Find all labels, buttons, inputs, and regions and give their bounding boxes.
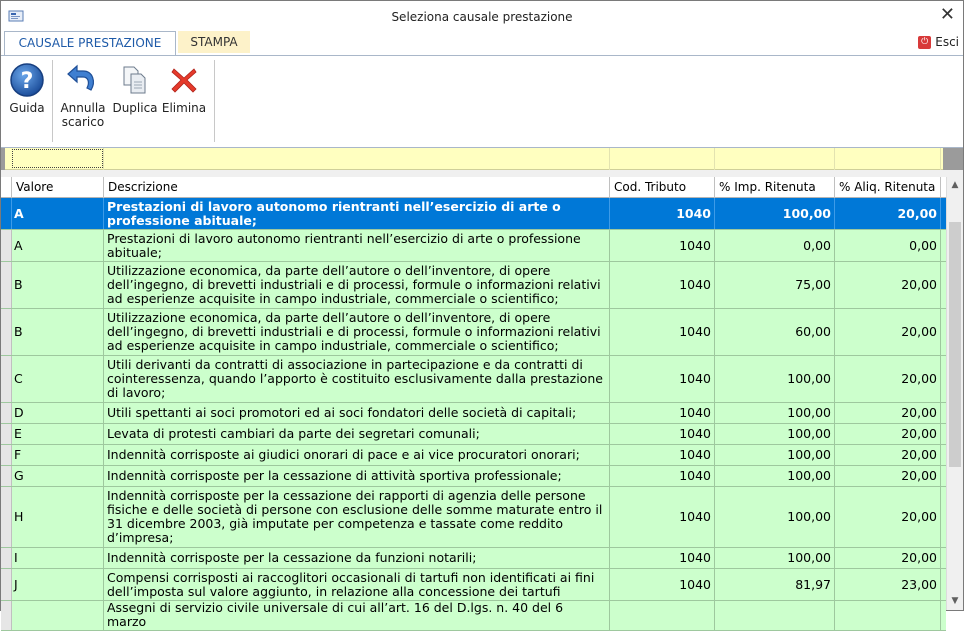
row-header[interactable] [1,487,12,547]
cell-valore[interactable] [12,466,104,486]
cell-aliq-ritenuta-text: 20,00 [901,468,937,483]
esci-label: Esci [935,35,959,49]
grid-header [1,177,946,198]
cell-aliq-ritenuta-text: 0,00 [909,237,937,253]
cell-imp-ritenuta[interactable] [715,601,835,630]
cell-valore[interactable] [12,424,104,444]
cell-cod-tributo[interactable] [610,198,715,229]
filter-row-edge [943,148,963,170]
cell-imp-ritenuta-text: 81,97 [795,576,831,592]
row-header[interactable] [1,403,12,423]
table-row[interactable] [1,487,946,548]
cell-cod-tributo-text: 1040 [679,550,711,565]
cell-cod-tributo-text: 1040 [679,371,711,386]
column-header-cod-tributo[interactable]: Cod. Tributo [610,177,715,198]
cell-aliq-ritenuta-text: 20,00 [901,550,937,565]
cell-descrizione[interactable] [104,262,610,308]
cell-valore-text: J [14,576,18,592]
cell-aliq-ritenuta[interactable] [835,466,941,486]
cell-descrizione[interactable] [104,601,610,630]
cell-descrizione-text: Compensi corrisposti ai raccoglitori occasionali di tartufi non identificati ai fini dell’imposta sul valore aggiunto, in relazione alla concessione dei tartufi [107,569,595,599]
cell-imp-ritenuta[interactable] [715,445,835,465]
cell-aliq-ritenuta[interactable] [835,548,941,568]
exit-icon: ⏻ [918,36,931,49]
cell-aliq-ritenuta[interactable] [835,601,941,630]
cell-valore-text: C [14,371,23,386]
cell-aliq-ritenuta-text: 20,00 [901,426,937,441]
cell-descrizione-text: Indennità corrisposte per la cessazione dei rapporti di agenzia delle persone fisiche e delle società di persone con esclusione delle somme maturate entro il 31 dicembre 2003, già imputate per competenza e tassate come reddito d’impresa; [107,488,603,545]
elimina-label: Elimina [161,101,207,115]
cell-descrizione-text: Indennità corrisposte ai giudici onorari di pace e ai vice procuratori onorari; [107,447,580,462]
table-row[interactable] [1,230,946,262]
filter-imp-ritenuta[interactable] [715,148,835,170]
table-row[interactable] [1,198,946,230]
cell-aliq-ritenuta-text: 20,00 [901,405,937,420]
svg-text:?: ? [20,69,34,94]
cell-descrizione-text: Prestazioni di lavoro autonomo rientranti nell’esercizio di arte o professione abituale; [107,198,561,228]
cell-cod-tributo[interactable] [610,230,715,261]
row-header[interactable] [1,309,12,355]
duplica-button[interactable] [111,62,159,115]
ribbon-tabs [1,31,963,55]
guida-label: Guida [9,101,45,115]
cell-valore-text: E [14,426,22,441]
annulla-label-1: Annulla [60,101,106,115]
cell-valore-text: A [14,205,24,221]
row-header[interactable] [1,548,12,568]
window-title: Seleziona causale prestazione [391,10,573,24]
cell-cod-tributo-text: 1040 [679,405,711,420]
cell-cod-tributo[interactable] [610,601,715,630]
cell-descrizione[interactable] [104,230,610,261]
filter-row [1,148,963,170]
cell-aliq-ritenuta-text: 20,00 [901,277,937,292]
cell-cod-tributo-text: 1040 [679,509,711,524]
cell-imp-ritenuta[interactable] [715,466,835,486]
cell-cod-tributo[interactable] [610,548,715,568]
cell-cod-tributo[interactable] [610,309,715,355]
annulla-scarico-button[interactable] [57,62,109,129]
cell-cod-tributo-text: 1040 [679,447,711,462]
cell-aliq-ritenuta-text: 20,00 [901,447,937,462]
cell-descrizione-text: Utili derivanti da contratti di associazione in partecipazione e da contratti di cointeressenza, quando l’apporto è costituito esclusivamente dalla prestazione di lavoro; [107,357,603,400]
ribbon-separator [214,60,215,142]
scroll-up-icon[interactable]: ▲ [951,180,959,190]
row-header[interactable] [1,466,12,486]
cell-imp-ritenuta-text: 75,00 [795,277,831,292]
cell-aliq-ritenuta[interactable] [835,230,941,261]
grid-spacer [1,170,963,177]
cell-descrizione[interactable] [104,569,610,600]
cell-valore[interactable] [12,569,104,600]
cell-valore[interactable] [12,356,104,402]
delete-icon [166,62,202,98]
row-header[interactable] [1,424,12,444]
cell-cod-tributo-text: 1040 [679,277,711,292]
cell-cod-tributo[interactable] [610,569,715,600]
cell-valore[interactable] [12,262,104,308]
row-header[interactable] [1,569,12,600]
tab-stampa[interactable]: STAMPA [190,35,238,49]
table-row[interactable] [1,445,946,466]
row-header[interactable] [1,198,12,229]
cell-aliq-ritenuta-text: 20,00 [897,205,937,221]
tab-causale-prestazione[interactable]: CAUSALE PRESTAZIONE [4,31,176,55]
cell-aliq-ritenuta[interactable] [835,487,941,547]
column-header-descrizione[interactable]: Descrizione [104,177,610,198]
cell-imp-ritenuta-text: 100,00 [787,371,831,386]
cell-aliq-ritenuta[interactable] [835,356,941,402]
cell-cod-tributo[interactable] [610,356,715,402]
cell-imp-ritenuta[interactable] [715,569,835,600]
cell-valore[interactable] [12,309,104,355]
help-icon [9,62,45,98]
cell-cod-tributo-text: 1040 [679,468,711,483]
table-row[interactable] [1,569,946,601]
cell-aliq-ritenuta[interactable] [835,309,941,355]
cell-valore-text: B [14,324,23,339]
cell-aliq-ritenuta-text: 20,00 [901,324,937,339]
cell-cod-tributo[interactable] [610,262,715,308]
cell-imp-ritenuta-text: 0,00 [803,237,831,253]
row-header[interactable] [1,356,12,402]
cell-descrizione[interactable] [104,198,610,229]
cell-descrizione-text: Indennità corrisposte per la cessazione di attività sportiva professionale; [107,468,562,483]
ribbon-toolbar [1,55,963,148]
annulla-label-2: scarico [61,115,105,129]
column-header-imp-ritenuta[interactable]: % Imp. Ritenuta [715,177,835,198]
cell-aliq-ritenuta[interactable] [835,262,941,308]
table-row[interactable] [1,466,946,487]
cell-valore[interactable] [12,487,104,547]
cell-descrizione[interactable] [104,466,610,486]
cell-valore-text: H [14,509,24,524]
filter-focus-cell[interactable] [12,149,103,168]
cell-imp-ritenuta-text: 100,00 [787,509,831,524]
table-row[interactable] [1,262,946,309]
duplica-label: Duplica [112,101,158,115]
cell-aliq-ritenuta[interactable] [835,445,941,465]
cell-valore[interactable] [12,230,104,261]
cell-descrizione-text: Prestazioni di lavoro autonomo rientranti nell’esercizio di arte o professione abituale; [107,230,581,260]
column-header-aliq-ritenuta[interactable]: % Aliq. Ritenuta [835,177,941,198]
cell-cod-tributo[interactable] [610,487,715,547]
cell-valore-text: I [14,550,18,565]
cell-descrizione[interactable] [104,424,610,444]
row-header[interactable] [1,262,12,308]
cell-imp-ritenuta[interactable] [715,424,835,444]
table-row[interactable] [1,403,946,424]
cell-valore[interactable] [12,601,104,630]
cell-aliq-ritenuta[interactable] [835,403,941,423]
table-row[interactable] [1,424,946,445]
cell-valore-text: B [14,277,23,292]
cell-descrizione[interactable] [104,356,610,402]
cell-descrizione-text: Levata di protesti cambiari da parte dei segretari comunali; [107,426,480,441]
cell-imp-ritenuta-text: 100,00 [787,447,831,462]
cell-cod-tributo[interactable] [610,466,715,486]
cell-descrizione[interactable] [104,309,610,355]
cell-imp-ritenuta[interactable] [715,262,835,308]
cell-imp-ritenuta[interactable] [715,548,835,568]
cell-cod-tributo[interactable] [610,424,715,444]
cell-imp-ritenuta[interactable] [715,356,835,402]
cell-imp-ritenuta-text: 100,00 [782,205,831,221]
cell-imp-ritenuta[interactable] [715,198,835,229]
cell-imp-ritenuta-text: 100,00 [787,550,831,565]
cell-descrizione-text: Assegni di servizio civile universale di cui all’art. 16 del D.lgs. n. 40 del 6 marzo [107,600,564,629]
cell-cod-tributo-text: 1040 [679,237,711,253]
cell-valore[interactable] [12,403,104,423]
table-row[interactable] [1,356,946,403]
row-header[interactable] [1,445,12,465]
filter-descrizione[interactable] [104,148,610,170]
cell-imp-ritenuta-text: 60,00 [795,324,831,339]
cell-cod-tributo[interactable] [610,445,715,465]
table-row[interactable] [1,601,946,631]
cell-valore[interactable] [12,198,104,229]
filter-cod-tributo[interactable] [610,148,715,170]
cell-cod-tributo-text: 1040 [679,426,711,441]
cell-imp-ritenuta-text: 100,00 [787,405,831,420]
undo-icon [65,62,101,98]
cell-valore-text: A [14,237,23,253]
cell-descrizione-text: Utilizzazione economica, da parte dell’autore o dell’inventore, di opere dell’ingegno, di brevetti industriali e di processi, formule o informazioni relativi ad esperienze acquisite in campo industriale, commerciale o scientifico; [107,310,601,353]
cell-descrizione[interactable] [104,487,610,547]
scroll-down-icon[interactable]: ▼ [951,596,959,606]
cell-aliq-ritenuta-text: 23,00 [901,576,937,592]
ribbon-separator [52,60,53,142]
vertical-scrollbar[interactable] [946,177,963,610]
cell-valore[interactable] [12,548,104,568]
cell-cod-tributo[interactable] [610,403,715,423]
elimina-button[interactable] [161,62,207,115]
cell-imp-ritenuta[interactable] [715,403,835,423]
row-header[interactable] [1,601,12,630]
table-row[interactable] [1,548,946,569]
cell-imp-ritenuta-text: 100,00 [787,468,831,483]
cell-descrizione[interactable] [104,403,610,423]
header-corner [1,177,12,198]
cell-valore-text: D [14,405,24,420]
title-bar [1,1,963,31]
cell-descrizione-text: Utilizzazione economica, da parte dell’autore o dell’inventore, di opere dell’ingegno, di brevetti industriali e di processi, formule o informazioni relativi ad esperienze acquisite in campo industriale, commerciale o scientifico; [107,263,601,306]
cell-descrizione-text: Indennità corrisposte per la cessazione da funzioni notarili; [107,550,477,565]
cell-valore-text: F [14,447,22,462]
cell-aliq-ritenuta[interactable] [835,424,941,444]
cell-aliq-ritenuta-text: 20,00 [901,371,937,386]
cell-aliq-ritenuta[interactable] [835,569,941,600]
column-header-valore[interactable]: Valore [12,177,104,198]
close-icon[interactable]: ✕ [939,4,955,25]
cell-cod-tributo-text: 1040 [676,205,711,221]
scroll-thumb[interactable] [949,222,961,467]
cell-imp-ritenuta-text: 100,00 [787,426,831,441]
cell-valore[interactable] [12,445,104,465]
table-row[interactable] [1,309,946,356]
causali-grid [1,177,946,629]
cell-imp-ritenuta[interactable] [715,309,835,355]
cell-imp-ritenuta[interactable] [715,487,835,547]
filter-aliq-ritenuta[interactable] [835,148,941,170]
cell-aliq-ritenuta-text: 20,00 [901,509,937,524]
cell-cod-tributo-text: 1040 [679,576,711,592]
cell-descrizione[interactable] [104,445,610,465]
cell-cod-tributo-text: 1040 [679,324,711,339]
cell-imp-ritenuta[interactable] [715,230,835,261]
cell-aliq-ritenuta[interactable] [835,198,941,229]
esci-button[interactable] [918,35,959,49]
cell-valore-text: G [14,468,24,483]
cell-descrizione-text: Utili spettanti ai soci promotori ed ai soci fondatori delle società di capitali; [107,405,577,420]
row-header[interactable] [1,230,12,261]
duplicate-icon [117,62,153,98]
cell-descrizione[interactable] [104,548,610,568]
guida-button[interactable] [7,62,47,115]
